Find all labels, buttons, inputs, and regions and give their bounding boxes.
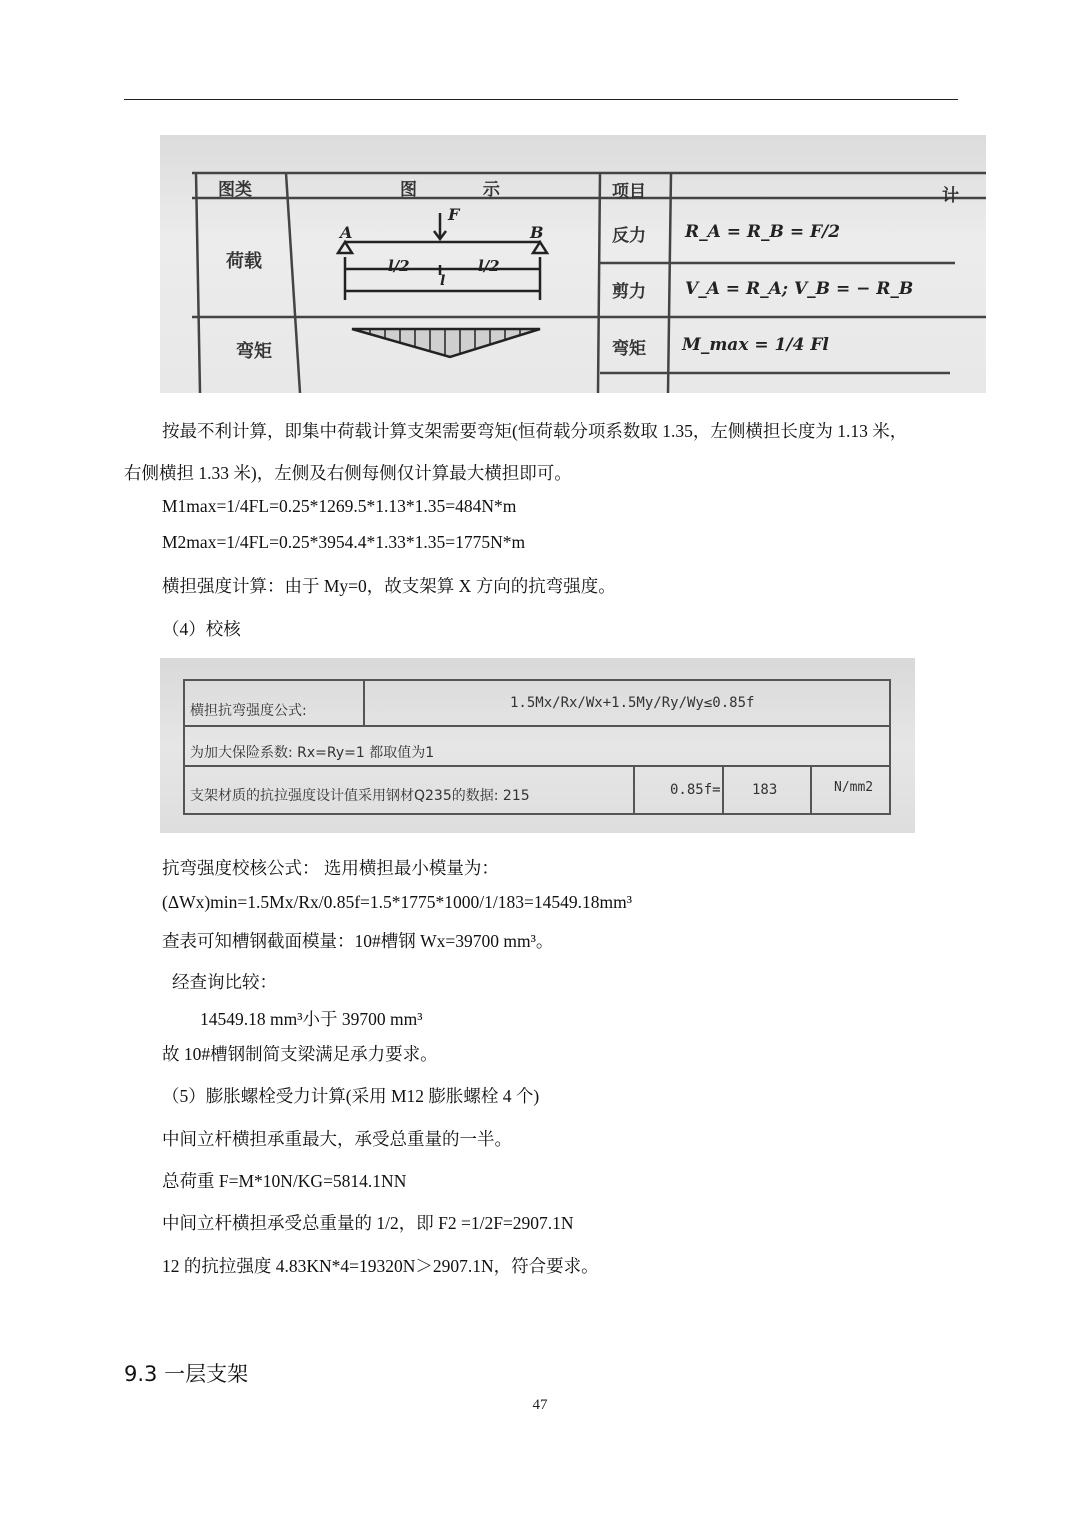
beam-formula-table-photo [160,135,986,393]
beam-half-span-1: l/2 [388,257,410,275]
paragraph-bolt-2: 总荷重 F=M*10N/KG=5814.1NN [162,1171,407,1191]
paragraph-compare: 14549.18 mm³小于 39700 mm³ [200,1009,423,1029]
beam-diagram [330,205,560,305]
beam-span-label: l [440,273,446,289]
check-row3-unit: N/mm2 [834,780,874,795]
beam-support-b-label: B [530,223,544,242]
item-shear: 剪力 [612,282,646,302]
formula-wx-min: (ΔWx)min=1.5Mx/Rx/0.85f=1.5*1775*1000/1/183=14549.18mm³ [162,892,632,912]
formula-shear: V_A = R_A; V_B = − R_B [685,279,914,299]
paragraph-compare-title: 经查询比较： [172,972,277,992]
formula-m1max: M1max=1/4FL=0.25*1269.5*1.13*1.35=484N*m [162,496,517,516]
paragraph-formula-title: 抗弯强度校核公式： 选用横担最小模量为： [162,858,499,878]
section-bolt-title: （5）膨胀螺栓受力计算(采用 M12 膨胀螺栓 4 个) [162,1086,540,1106]
check-row3-value: 183 [752,782,778,798]
moment-diagram [350,325,550,365]
strength-check-table-photo [160,658,915,833]
check-row1-formula: 1.5Mx/Rx/Wx+1.5My/Ry/Wy≤0.85f [510,695,755,711]
paragraph-worst-case-line1: 按最不利计算，即集中荷载计算支架需要弯矩(恒荷载分项系数取 1.35，左侧横担长度为 1.13 米， [162,421,908,441]
header-category: 图类 [218,180,252,200]
beam-support-a-label: A [340,223,353,242]
section-check-title: （4）校核 [162,619,241,639]
row-label-load: 荷载 [226,251,262,272]
paragraph-worst-case-line2: 右侧横担 1.33 米)，左侧及右侧每侧仅计算最大横担即可。 [124,463,572,483]
paragraph-bolt-1: 中间立杆横担承重最大，承受总重量的一半。 [162,1129,512,1149]
check-row3-label: 支架材质的抗拉强度设计值采用钢材Q235的数据: 215 [190,788,530,804]
paragraph-bolt-4: 12 的抗拉强度 4.83KN*4=19320N＞2907.1N，符合要求。 [162,1256,599,1276]
formula-moment: M_max = 1/4 Fl [682,335,829,355]
beam-half-span-2: l/2 [478,257,500,275]
check-row3-key: 0.85f= [670,782,721,798]
section-heading: 9.3 一层支架 [124,1362,249,1386]
row-label-moment: 弯矩 [236,341,272,362]
paragraph-strength: 横担强度计算：由于 My=0，故支架算 X 方向的抗弯强度。 [162,576,616,596]
header-diagram: 图 示 [400,180,530,200]
paragraph-bolt-3: 中间立杆横担承受总重量的 1/2，即 F2 =1/2F=2907.1N [162,1213,574,1233]
check-row2: 为加大保险系数: Rx=Ry=1 都取值为1 [190,745,435,761]
item-reaction: 反力 [612,226,646,246]
check-row1-label: 横担抗弯强度公式: [190,703,307,719]
paragraph-lookup: 查表可知槽钢截面模量：10#槽钢 Wx=39700 mm³。 [162,931,554,951]
beam-load-label: F [448,205,460,224]
formula-reaction: R_A = R_B = F/2 [685,222,841,242]
header-item: 项目 [612,182,646,202]
paragraph-conclusion: 故 10#槽钢制简支梁满足承力要求。 [162,1044,438,1064]
page-number: 47 [532,1397,548,1413]
header-calc: 计 [942,186,959,206]
header-rule [124,99,958,100]
item-moment: 弯矩 [612,339,646,359]
formula-m2max: M2max=1/4FL=0.25*3954.4*1.33*1.35=1775N*m [162,532,526,552]
